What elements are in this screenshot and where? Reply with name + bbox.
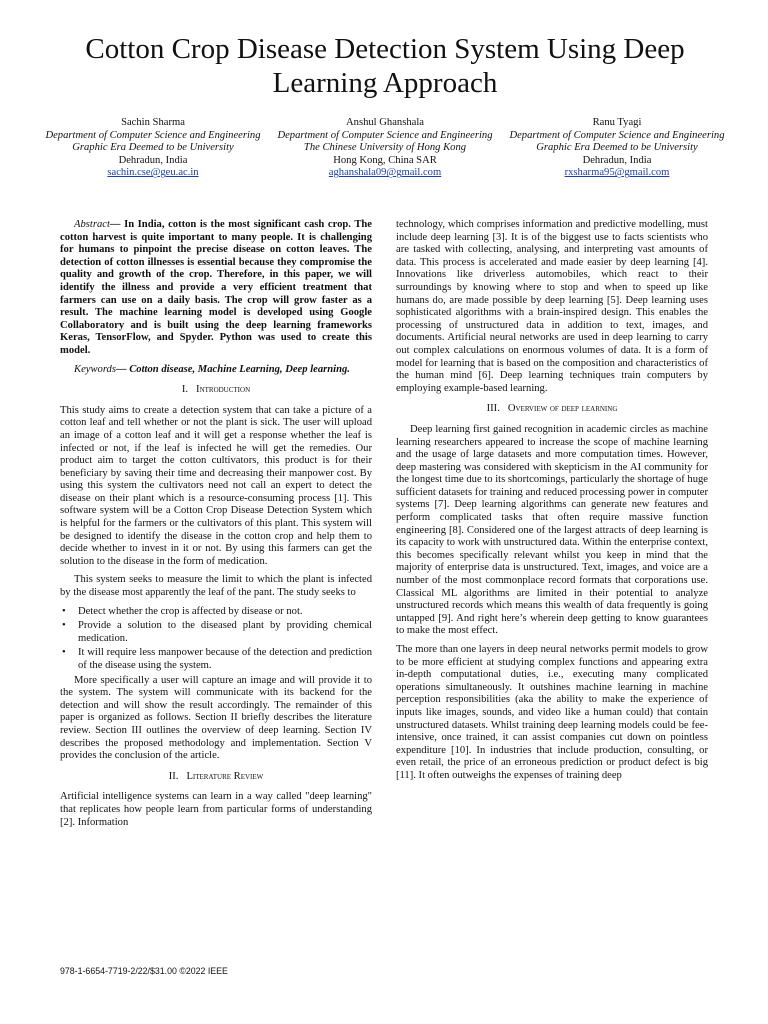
author-3: [504, 117, 730, 180]
list-item: • It will require less manpower because of the detection and prediction of the disease using the system.: [60, 647, 372, 672]
author-location: Hong Kong, China SAR: [333, 154, 437, 166]
abstract-label: Abstract: [74, 219, 110, 230]
section-heading-overview: [396, 403, 708, 416]
literature-paragraph: technology, which comprises information and predictive modelling, must include deep learning [3]. It is of the biggest use to facts scientists who are tasked with collecting, analysing, and interpreting vast amounts of data. This process is accelerated and made easier by deep learning [4]. Innovations like driverless automobiles, which react to their surroundings by knowing where to stop and when to speed up like humans do, are made possible by deep learning [5]. Deep learning uses sophisticated algorithms with a brain-inspired design. This enables the processing of unstructured data in addition to text, images, and documents. Artificial neural networks are used in deep learning to carry out complex calculations on enormous volumes of data. It is a form of model for learning that is based on the composition and characteristics of the human mind [6]. Deep learning techniques train computers by employing example-based learning.: [396, 219, 708, 394]
author-email-link[interactable]: rxsharma95@gmail.com: [564, 167, 670, 179]
section-number: II.: [168, 770, 179, 782]
list-item: • Detect whether the crop is affected by disease or not.: [60, 606, 372, 619]
section-heading-introduction: [60, 384, 372, 397]
intro-paragraph: More specifically a user will capture an image and will provide it to the system. The system will communicate with its backend for the detection and will show the result accordingly. The remainder of this paper is organized as follows. Section II briefly describes the literature review. Section III outlines the overview of deep learning. Section IV describes the proposed methodology and implementation. Section V provides the conclusion of the article.: [60, 674, 372, 762]
author-institution: The Chinese University of Hong Kong: [303, 142, 467, 154]
abstract-text: — In India, cotton is the most significant cash crop. The cotton harvest is quite important to many people. It is challenging for humans to pinpoint the precise disease on cotton leaves. The detection of cotton illnesses is essential because they compromise the quality and growth of the crop. Therefore, in this paper, we will identify the illness and provide a very efficient treatment that farmers can use on a daily basis. The crop will grow faster as a result. The machine learning model is developed using Google Collaboratory and is built using the deep learning frameworks Keras, TensorFlow, and Spyder. Python was used to create this model.: [60, 219, 372, 356]
intro-paragraph: This study aims to create a detection system that can take a picture of a cotton leaf and tell whether or not the plant is sick. The user will upload an image of a cotton leaf and it will get a response whether the leaf is infected or not, if the leaf is infected he will get the remedies. Our product aim to target the cotton cultivators, this product is for their beneficiary by saving their time and decreasing their manpower cost. By using this system the cultivators need not call an expert to detect the disease on their plant which is a resource-consuming process [1]. This software system will be a Cotton Crop Disease Detection System which is helpful for the farmers or the cultivators of this plant. This system will be designed to identify the disease in the cotton crop and help them to decide whether to invest in it or not. By using this farmers can get the solution to the disease in the form of medication.: [60, 404, 372, 567]
abstract: [60, 219, 372, 358]
author-department: Department of Computer Science and Engineering: [509, 129, 725, 141]
author-department: Department of Computer Science and Engineering: [277, 129, 493, 141]
objectives-list: [60, 606, 372, 673]
author-2: [272, 117, 498, 180]
keywords: [60, 364, 372, 377]
left-column: [60, 219, 372, 835]
literature-paragraph: Artificial intelligence systems can learn in a way called "deep learning" that replicates how people learn from particular forms of understanding [2]. Information: [60, 791, 372, 828]
author-email-link[interactable]: sachin.cse@geu.ac.in: [107, 167, 199, 179]
list-item: • Provide a solution to the diseased plant by providing chemical medication.: [60, 620, 372, 645]
section-number: I.: [181, 384, 189, 396]
author-name: Anshul Ghanshala: [346, 117, 424, 128]
author-1: [40, 117, 266, 180]
section-title: Literature Review: [186, 770, 264, 782]
author-email-link[interactable]: aghanshala09@gmail.com: [328, 167, 442, 179]
keywords-text: — Cotton disease, Machine Learning, Deep learning.: [115, 363, 350, 375]
author-department: Department of Computer Science and Engineering: [45, 129, 261, 141]
section-number: III.: [486, 403, 500, 415]
author-institution: Graphic Era Deemed to be University: [536, 142, 698, 154]
overview-paragraph: Deep learning first gained recognition in academic circles as machine learning researchers appeared to increase the scope of machine learning and the usage of large datasets and more computation times. However, deep mastering was considered with skepticism in the AI community for the longest time due to its shortcomings, particularly the shortage of huge sufficient datasets for training and reduced processing power in computer systems [7]. Deep learning algorithms can generate new features and perform complicated tasks that often require massive function engineering [8]. Considered one of the largest attracts of deep learning is its capacity to work with unstructured data. Within the enterprise context, this becomes specifically relevant whilst you keep in mind that the majority of enterprise data is unstructured. Text, images, and voice are a number of the most commonplace record formats that corporations use. Classical ML algorithms are limited in their potential to analyze unstructured records which means this wealth of data frequently is going untapped [9]. And right here’s wherein deep getting to know guarantees to make the most effect.: [396, 423, 708, 637]
overview-paragraph: The more than one layers in deep neural networks permit models to grow to be more efficient at studying complex functions and appearing extra in-depth computational duties, i.e., executing many complicated operations simultaneously. It outshines machine learning in machine perception responsibilities (aka the ability to make the experience of inputs like images, sounds, and video like a human could) that contain unstructured datasets. Whilst training deep learning models could be fee-intensive, once trained, it can assist companies cut down on pointless expenditure [10]. In industries that include production, consulting, or even retail, the price of an erroneous prediction or product defect is big [11]. It often outweighs the expenses of training deep: [396, 644, 708, 781]
intro-paragraph: This system seeks to measure the limit to which the plant is infected by the disease most apparently the leaf of the pant. The study seeks to: [60, 574, 372, 599]
side-doi-strip: [8, 130, 22, 980]
section-title: Overview of deep learning: [507, 403, 618, 415]
author-name: Ranu Tyagi: [592, 117, 642, 128]
section-heading-literature-review: [60, 771, 372, 784]
author-block: [40, 117, 730, 180]
author-location: Dehradun, India: [118, 154, 188, 166]
keywords-label: Keywords: [74, 363, 116, 375]
copyright-footer: 978-1-6654-7719-2/22/$31.00 ©2022 IEEE: [60, 966, 228, 976]
author-location: Dehradun, India: [582, 154, 652, 166]
author-name: Sachin Sharma: [121, 117, 185, 128]
right-column: [396, 219, 708, 789]
paper-title: Cotton Crop Disease Detection System Using Deep Learning Approach: [85, 33, 685, 99]
author-institution: Graphic Era Deemed to be University: [72, 142, 234, 154]
section-title: Introduction: [196, 384, 251, 396]
